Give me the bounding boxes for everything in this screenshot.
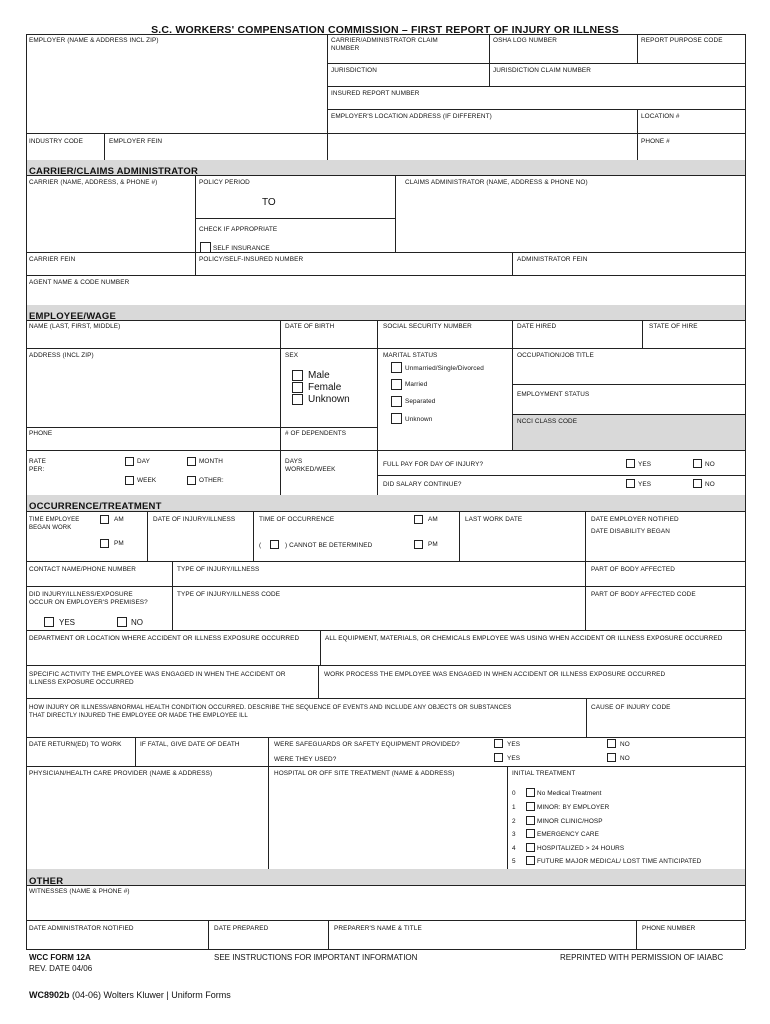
employee-address-field[interactable] <box>28 361 278 426</box>
safeguards-used-no-checkbox[interactable] <box>607 753 616 762</box>
date-disability-began-label: DATE DISABILITY BEGAN <box>591 528 670 535</box>
check-if-appropriate-label: CHECK IF APPROPRIATE <box>199 226 278 233</box>
treatment-checkbox-0[interactable] <box>526 788 535 797</box>
full-pay-label: FULL PAY FOR DAY OF INJURY? <box>383 461 484 468</box>
jurisdiction-field[interactable] <box>329 76 487 85</box>
publisher-text: (04-06) Wolters Kluwer | Uniform Forms <box>69 990 231 1000</box>
date-hired-label: DATE HIRED <box>517 323 557 330</box>
full-pay-no-checkbox[interactable] <box>693 459 702 468</box>
witnesses-label: WITNESSES (NAME & PHONE #) <box>29 888 130 895</box>
carrier-claim-number-label-2: NUMBER <box>331 45 360 52</box>
ncci-class-field[interactable] <box>514 427 743 449</box>
time-began-label-2: BEGAN WORK <box>29 525 72 531</box>
began-work-pm-label: PM <box>114 540 124 547</box>
employee-name-field[interactable] <box>28 332 278 347</box>
rev-date: REV. DATE 04/06 <box>29 964 93 973</box>
sex-male-label: Male <box>308 370 330 381</box>
date-prepared-field[interactable] <box>210 934 326 948</box>
preparer-field[interactable] <box>330 934 634 948</box>
safeguards-used-label: WERE THEY USED? <box>274 756 337 763</box>
treatment-label: EMERGENCY CARE <box>537 831 600 838</box>
treatment-checkbox-3[interactable] <box>526 829 535 838</box>
report-purpose-code-label: REPORT PURPOSE CODE <box>641 37 723 44</box>
premises-question-2: OCCUR ON EMPLOYER'S PREMISES? <box>29 599 148 606</box>
dept-location-label: DEPARTMENT OR LOCATION WHERE ACCIDENT OR ILLNESS EXPOSURE OCCURRED <box>29 635 300 642</box>
treatment-code: 1 <box>512 804 516 811</box>
ncci-class-label: NCCI CLASS CODE <box>517 418 578 425</box>
safeguards-provided-yes-label: YES <box>507 741 521 748</box>
physician-field[interactable] <box>28 779 266 868</box>
full-pay-yes-checkbox[interactable] <box>626 459 635 468</box>
date-of-injury-label: DATE OF INJURY/ILLNESS <box>153 516 236 523</box>
employer-fein-field[interactable] <box>106 147 325 159</box>
jurisdiction-claim-number-field[interactable] <box>491 76 743 85</box>
marital-married-checkbox[interactable] <box>391 379 402 390</box>
industry-code-field[interactable] <box>28 147 102 159</box>
agent-name-code-field[interactable] <box>28 288 743 304</box>
days-worked-label-2: WORKED/WEEK <box>285 466 336 473</box>
safeguards-provided-label: WERE SAFEGUARDS OR SAFETY EQUIPMENT PROVIDED? <box>274 741 460 748</box>
occurrence-am-checkbox[interactable] <box>414 515 423 524</box>
cause-of-injury-code-label: CAUSE OF INJURY CODE <box>591 704 671 711</box>
instructions-note: SEE INSTRUCTIONS FOR IMPORTANT INFORMATION <box>214 953 418 962</box>
dob-label: DATE OF BIRTH <box>285 323 335 330</box>
how-injury-label: HOW INJURY OR ILLNESS/ABNORMAL HEALTH CONDITION OCCURRED. DESCRIBE THE SEQUENCE OF EVENTS AND INCLUDE ANY OBJECTS OR SUBSTANCES <box>29 704 512 711</box>
ssn-label: SOCIAL SECURITY NUMBER <box>383 323 472 330</box>
claims-admin-label: CLAIMS ADMINISTRATOR (NAME, ADDRESS & PHONE NO) <box>405 179 588 186</box>
date-admin-notified-field[interactable] <box>28 934 206 948</box>
policy-period-to-field[interactable] <box>284 196 392 208</box>
type-of-injury-label: TYPE OF INJURY/ILLNESS <box>177 566 260 573</box>
date-of-injury-field[interactable] <box>149 526 251 560</box>
state-of-hire-field[interactable] <box>644 332 743 347</box>
began-work-am-label: AM <box>114 516 124 523</box>
admin-fein-field[interactable] <box>514 265 743 274</box>
treatment-label: MINOR CLINIC/HOSP <box>537 818 603 825</box>
treatment-checkbox-5[interactable] <box>526 856 535 865</box>
self-insurance-label: SELF INSURANCE <box>213 245 270 252</box>
treatment-checkbox-4[interactable] <box>526 843 535 852</box>
rate-other-label: OTHER: <box>199 477 224 484</box>
occupation-field[interactable] <box>514 361 743 383</box>
form-right-border <box>745 34 746 949</box>
marital-unmarried-label: Unmarried/Single/Divorced <box>405 365 484 372</box>
treatment-code: 4 <box>512 845 516 852</box>
rate-month-label: MONTH <box>199 458 223 465</box>
claims-admin-field[interactable] <box>397 188 743 251</box>
occurrence-pm-label: PM <box>428 541 438 548</box>
treatment-label: No Medical Treatment <box>537 790 602 797</box>
premises-no-label: NO <box>131 618 143 627</box>
marital-separated-checkbox[interactable] <box>391 396 402 407</box>
dependents-field[interactable] <box>282 439 375 449</box>
form-left-border <box>26 34 27 949</box>
if-fatal-label: IF FATAL, GIVE DATE OF DEATH <box>140 741 240 748</box>
premises-yes-label: YES <box>59 618 76 627</box>
marital-unknown-label: Unknown <box>405 416 433 423</box>
report-purpose-code-field[interactable] <box>639 46 744 62</box>
occurrence-section-title: OCCURRENCE/TREATMENT <box>29 501 162 512</box>
date-hired-field[interactable] <box>514 332 640 347</box>
date-prepared-label: DATE PREPARED <box>214 925 269 932</box>
safeguards-used-no-label: NO <box>620 755 630 762</box>
state-of-hire-label: STATE OF HIRE <box>649 323 698 330</box>
employee-phone-label: PHONE <box>29 430 53 437</box>
rate-month-checkbox[interactable] <box>187 457 196 466</box>
premises-question: DID INJURY/ILLNESS/EXPOSURE <box>29 591 133 598</box>
employer-fein-label: EMPLOYER FEIN <box>109 138 163 145</box>
location-number-label: LOCATION # <box>641 113 680 120</box>
physician-label: PHYSICIAN/HEALTH CARE PROVIDER (NAME & ADDRESS) <box>29 770 213 777</box>
last-work-date-label: LAST WORK DATE <box>465 516 523 523</box>
jurisdiction-label: JURISDICTION <box>331 67 377 74</box>
all-equipment-label: ALL EQUIPMENT, MATERIALS, OR CHEMICALS EMPLOYEE WAS USING WHEN ACCIDENT OR ILLNESS EXPOSURE OCCURRED <box>325 635 723 642</box>
occupation-label: OCCUPATION/JOB TITLE <box>517 352 594 359</box>
premises-no-checkbox[interactable] <box>117 617 127 627</box>
employer-name-field[interactable] <box>28 46 325 132</box>
specific-activity-label: SPECIFIC ACTIVITY THE EMPLOYEE WAS ENGAGED IN WHEN THE ACCIDENT OR <box>29 671 286 678</box>
policy-period-label: POLICY PERIOD <box>199 179 250 186</box>
employee-phone-field[interactable] <box>28 439 278 449</box>
preparer-label: PREPARER'S NAME & TITLE <box>334 925 422 932</box>
last-work-date-field[interactable] <box>461 526 583 560</box>
policy-period-to: TO <box>262 197 276 208</box>
treatment-label: HOSPITALIZED > 24 HOURS <box>537 845 625 852</box>
per-label: PER: <box>29 466 45 473</box>
treatment-label: FUTURE MAJOR MEDICAL/ LOST TIME ANTICIPATED <box>537 858 702 865</box>
rate-other-checkbox[interactable] <box>187 476 196 485</box>
carrier-section-title: CARRIER/CLAIMS ADMINISTRATOR <box>29 166 199 177</box>
employer-name-label: EMPLOYER (NAME & ADDRESS INCL ZIP) <box>29 37 159 44</box>
employee-address-label: ADDRESS (INCL ZIP) <box>29 352 94 359</box>
policy-period-from-field[interactable] <box>198 196 258 208</box>
occurrence-pm-checkbox[interactable] <box>414 540 423 549</box>
rate-day-label: DAY <box>137 458 150 465</box>
initial-treatment-label: INITIAL TREATMENT <box>512 770 576 777</box>
sex-unknown-checkbox[interactable] <box>292 394 303 405</box>
premises-yes-checkbox[interactable] <box>44 617 54 627</box>
witnesses-field[interactable] <box>28 897 743 919</box>
carrier-name-label: CARRIER (NAME, ADDRESS, & PHONE #) <box>29 179 158 186</box>
occurrence-am-label: AM <box>428 516 438 523</box>
jurisdiction-claim-number-label: JURISDICTION CLAIM NUMBER <box>493 67 592 74</box>
safeguards-provided-yes-checkbox[interactable] <box>494 739 503 748</box>
carrier-claim-number-label: CARRIER/ADMINISTRATOR CLAIM <box>331 37 438 44</box>
marital-status-label: MARITAL STATUS <box>383 352 438 359</box>
treatment-code: 3 <box>512 831 516 838</box>
type-of-injury-code-label: TYPE OF INJURY/ILLNESS CODE <box>177 591 281 598</box>
insured-report-number-label: INSURED REPORT NUMBER <box>331 90 420 97</box>
carrier-name-field[interactable] <box>28 188 193 251</box>
employer-location-address-field[interactable] <box>329 122 635 159</box>
dependents-label: # OF DEPENDENTS <box>285 430 347 437</box>
wc-code: WC8902b <box>29 990 70 1000</box>
employment-status-label: EMPLOYMENT STATUS <box>517 391 590 398</box>
part-of-body-label: PART OF BODY AFFECTED <box>591 566 676 573</box>
safeguards-provided-no-label: NO <box>620 741 630 748</box>
other-phone-field[interactable] <box>638 934 743 948</box>
self-insurance-checkbox[interactable] <box>200 242 211 253</box>
carrier-fein-field[interactable] <box>28 265 193 274</box>
agent-name-code-label: AGENT NAME & CODE NUMBER <box>29 279 130 286</box>
marital-married-label: Married <box>405 381 428 388</box>
safeguards-used-yes-checkbox[interactable] <box>494 753 503 762</box>
specific-activity-label-2: ILLNESS EXPOSURE OCCURRED <box>29 679 134 686</box>
sex-label: SEX <box>285 352 299 359</box>
other-phone-label: PHONE NUMBER <box>642 925 696 932</box>
phone-number-label: PHONE # <box>641 138 670 145</box>
rate-week-label: WEEK <box>137 477 157 484</box>
cannot-determine-label: ) CANNOT BE DETERMINED <box>285 542 373 549</box>
treatment-checkbox-1[interactable] <box>526 802 535 811</box>
treatment-code: 2 <box>512 818 516 825</box>
salary-continue-no-label: NO <box>705 481 715 488</box>
ssn-field[interactable] <box>379 332 510 347</box>
other-section-title: OTHER <box>29 876 64 887</box>
work-process-label: WORK PROCESS THE EMPLOYEE WAS ENGAGED IN WHEN ACCIDENT OR ILLNESS EXPOSURE OCCURRED <box>324 671 666 678</box>
sex-female-label: Female <box>308 382 342 393</box>
form-title: S.C. WORKERS' COMPENSATION COMMISSION – FIRST REPORT OF INJURY OR ILLNESS <box>151 24 619 36</box>
marital-separated-label: Separated <box>405 398 436 405</box>
treatment-code: 5 <box>512 858 516 865</box>
how-injury-label-2: THAT DIRECTLY INJURED THE EMPLOYEE OR MADE THE EMPLOYEE ILL <box>29 712 248 719</box>
employer-location-address-label: EMPLOYER'S LOCATION ADDRESS (IF DIFFERENT) <box>331 113 492 120</box>
rate-week-checkbox[interactable] <box>125 476 134 485</box>
industry-code-label: INDUSTRY CODE <box>29 138 83 145</box>
employment-status-field[interactable] <box>514 400 743 413</box>
marital-unmarried-checkbox[interactable] <box>391 362 402 373</box>
reprinted-note: REPRINTED WITH PERMISSION OF IAIABC <box>560 953 724 962</box>
treatment-label: MINOR: BY EMPLOYER <box>537 804 610 811</box>
sex-female-checkbox[interactable] <box>292 382 303 393</box>
cannot-determine-checkbox[interactable] <box>270 540 279 549</box>
date-employer-notified-label: DATE EMPLOYER NOTIFIED <box>591 516 679 523</box>
date-admin-notified-label: DATE ADMINISTRATOR NOTIFIED <box>29 925 134 932</box>
insured-report-number-field[interactable] <box>329 99 743 108</box>
paren-open: ( <box>259 542 262 549</box>
policy-number-field[interactable] <box>197 265 510 274</box>
days-worked-label: DAYS <box>285 458 303 465</box>
treatment-code: 0 <box>512 790 516 797</box>
admin-fein-label: ADMINISTRATOR FEIN <box>517 256 588 263</box>
salary-continue-label: DID SALARY CONTINUE? <box>383 481 462 488</box>
hospital-label: HOSPITAL OR OFF SITE TREATMENT (NAME & ADDRESS) <box>274 770 455 777</box>
sex-male-checkbox[interactable] <box>292 370 303 381</box>
began-work-pm-checkbox[interactable] <box>100 539 109 548</box>
marital-unknown-checkbox[interactable] <box>391 413 402 424</box>
time-began-label: TIME EMPLOYEE <box>29 517 80 523</box>
salary-continue-no-checkbox[interactable] <box>693 479 702 488</box>
sex-unknown-label: Unknown <box>308 394 350 405</box>
employee-section-title: EMPLOYEE/WAGE <box>29 311 117 322</box>
date-returned-label: DATE RETURN(ED) TO WORK <box>29 741 122 748</box>
carrier-fein-label: CARRIER FEIN <box>29 256 76 263</box>
form-id: WCC FORM 12A <box>29 953 91 962</box>
location-number-field[interactable] <box>639 122 744 132</box>
safeguards-provided-no-checkbox[interactable] <box>607 739 616 748</box>
publisher-line <box>29 990 231 1000</box>
full-pay-yes-label: YES <box>638 461 652 468</box>
treatment-checkbox-2[interactable] <box>526 816 535 825</box>
dob-field[interactable] <box>282 332 375 347</box>
salary-continue-yes-label: YES <box>638 481 652 488</box>
phone-number-field[interactable] <box>639 147 744 159</box>
began-work-am-checkbox[interactable] <box>100 515 109 524</box>
days-worked-field[interactable] <box>282 476 375 494</box>
part-of-body-code-label: PART OF BODY AFFECTED CODE <box>591 591 696 598</box>
time-of-occurrence-label: TIME OF OCCURRENCE <box>259 516 335 523</box>
rate-label: RATE <box>29 458 46 465</box>
employee-name-label: NAME (LAST, FIRST, MIDDLE) <box>29 323 121 330</box>
full-pay-no-label: NO <box>705 461 715 468</box>
policy-number-label: POLICY/SELF-INSURED NUMBER <box>199 256 304 263</box>
contact-name-label: CONTACT NAME/PHONE NUMBER <box>29 566 137 573</box>
rate-day-checkbox[interactable] <box>125 457 134 466</box>
salary-continue-yes-checkbox[interactable] <box>626 479 635 488</box>
osha-log-number-field[interactable] <box>491 46 635 62</box>
hospital-field[interactable] <box>270 779 505 868</box>
osha-log-number-label: OSHA LOG NUMBER <box>493 37 557 44</box>
safeguards-used-yes-label: YES <box>507 755 521 762</box>
carrier-claim-number-field[interactable] <box>329 54 487 62</box>
